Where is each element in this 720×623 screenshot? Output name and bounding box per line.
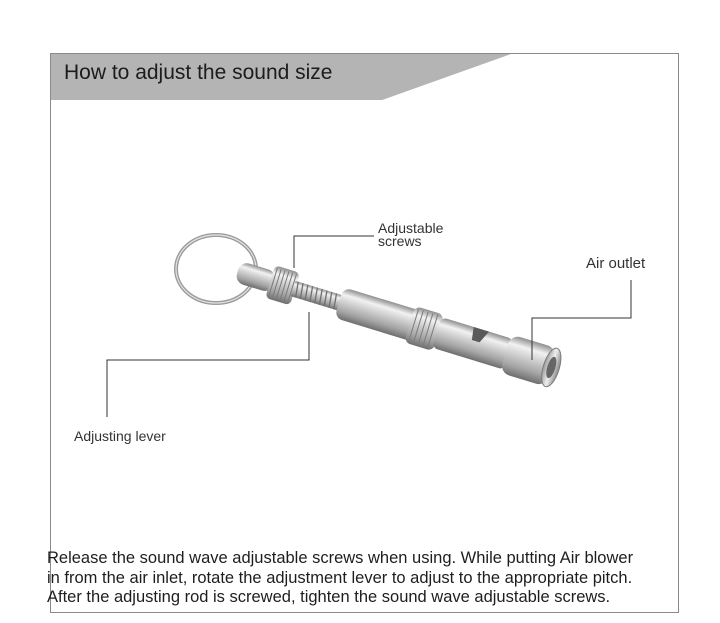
callout-screws-line [294, 236, 374, 268]
whistle-body [232, 252, 565, 388]
instructions-line-1: Release the sound wave adjustable screws when using. While putting Air blower [47, 549, 634, 567]
instructions-line-3: After the adjusting rod is screwed, tighten the sound wave adjustable screws. [47, 588, 611, 606]
threaded-lever [291, 281, 343, 311]
callout-lever-line [107, 312, 309, 417]
label-adjustable-screws-line2: screws [378, 233, 422, 249]
instructions-line-2: in from the air inlet, rotate the adjustment lever to adjust to the appropriate pitch. [47, 568, 633, 587]
label-adjusting-lever: Adjusting lever [74, 428, 166, 444]
label-adjustable-screws [378, 222, 443, 248]
page-title: How to adjust the sound size [64, 61, 333, 84]
instructions-text [47, 549, 717, 608]
label-adjustable-screws-line1: Adjustable [378, 220, 444, 236]
label-air-outlet: Air outlet [586, 255, 646, 272]
